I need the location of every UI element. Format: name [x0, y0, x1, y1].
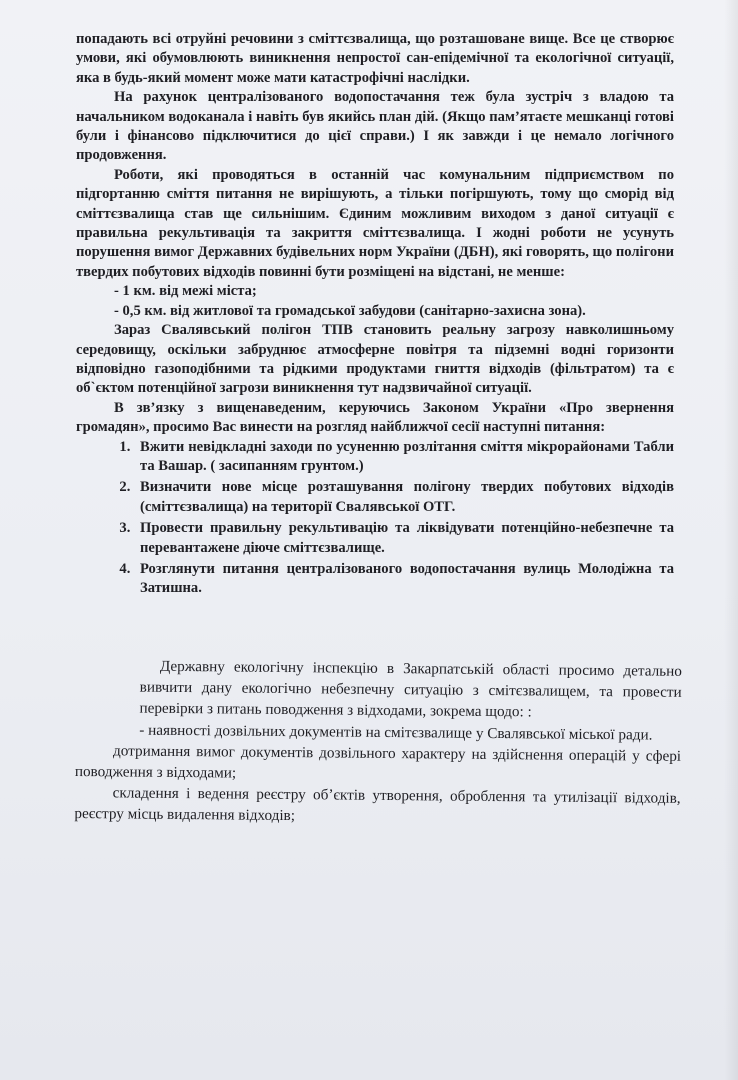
- paragraph-intro: попадають всі отруйні речовини з сміттєзвалища, що розташоване вище. Все це створює умови, які обумовлюють виникнення непростої сан-епідемічної та екологічної ситуації, яка в будь-який момент може мати катастрофічні наслідки.: [76, 31, 674, 86]
- lower-section: [74, 655, 682, 830]
- dash-item-permits: - наявності дозвільних документів на смітєзвалище у Свалявської міської ради.: [139, 721, 653, 743]
- list-item: 3. Провести правильну рекультивацію та ліквідувати потенційно-небезпечне та перевантажене діюче сміттєзвалище.: [134, 519, 674, 558]
- dash-item-city-limit: - 1 км. від межі міста;: [114, 283, 257, 300]
- request-list: [76, 438, 674, 599]
- list-item: 2. Визначити нове місце розташування полігону твердих побутових відходів (сміттєзвалища) на території Свалявської ОТГ.: [134, 478, 674, 517]
- paragraph-compliance: дотримання вимог документів дозвільного характеру на здійснення операцій у сфері поводження з відходами;: [74, 741, 682, 782]
- page-edge-shadow: [724, 0, 738, 1080]
- paragraph-water-supply: На рахунок централізованого водопостачання теж була зустріч з владою та начальником водоканала і навіть був якийсь план дій. (Якщо пам’ятаєте мешканці готові були і фінансово підключитися до цієї справи.) І як завжди і це немало логічного продовження.: [76, 89, 674, 164]
- paragraph-threat: Зараз Свалявський полігон ТПВ становить реальну загрозу навколишньому середовищу, оскільки забруднює атмосферне повітря та підземні водні горизонти відповідно газоподібними та рідкими продуктами гниття відходів (фільтратом) та є об`єктом потенційної загрози виникнення тут надзвичайної ситуації.: [76, 322, 674, 397]
- list-item: 4. Розглянути питання централізованого водопостачання вулиць Молодіжна та Затишна.: [134, 560, 674, 599]
- document-body: [74, 30, 682, 825]
- list-item: 1. Вжити невідкладні заходи по усуненню розлітання сміття мікрорайонами Табли та Вашар. ( засипанням грунтом.): [134, 438, 674, 477]
- paragraph-works: Роботи, які проводяться в останній час комунальним підприємством по підгортанню сміття питання не вирішують, а тільки погіршують, тому що сморід від сміттєзвалища став ще сильнішим. Єдиним можливим виходом з даної ситуації є правильна рекультивація та закриття сміттєзвалища. І жодні роботи не усунуть порушення вимог Державних будівельних норм України (ДБН), які говорять, що полігони твердих побутових відходів повинні бути розміщені на відстані, не менше:: [76, 166, 674, 280]
- dash-item-residential: - 0,5 км. від житлової та громадської забудови (санітарно-захисна зона).: [114, 302, 586, 319]
- paragraph-registry: складення і ведення реєстру об’єктів утворення, оброблення та утилізації відходів, реєстру місць видалення відходів;: [74, 784, 681, 825]
- paragraph-request: В зв’язку з вищенаведеним, керуючись Законом України «Про звернення громадян», просимо Вас винести на розгляд найближчої сесії наступні питання:: [76, 399, 674, 436]
- upper-section: [76, 30, 674, 599]
- paragraph-inspection: Державну екологічну інспекцію в Закарпатській області просимо детально вивчити дану екологічно небезпечну ситуацію з смітєзвалищем, та провести перевірки з питань поводження з відходами, зокрема щодо: :: [139, 657, 682, 721]
- section-gap: [76, 601, 674, 655]
